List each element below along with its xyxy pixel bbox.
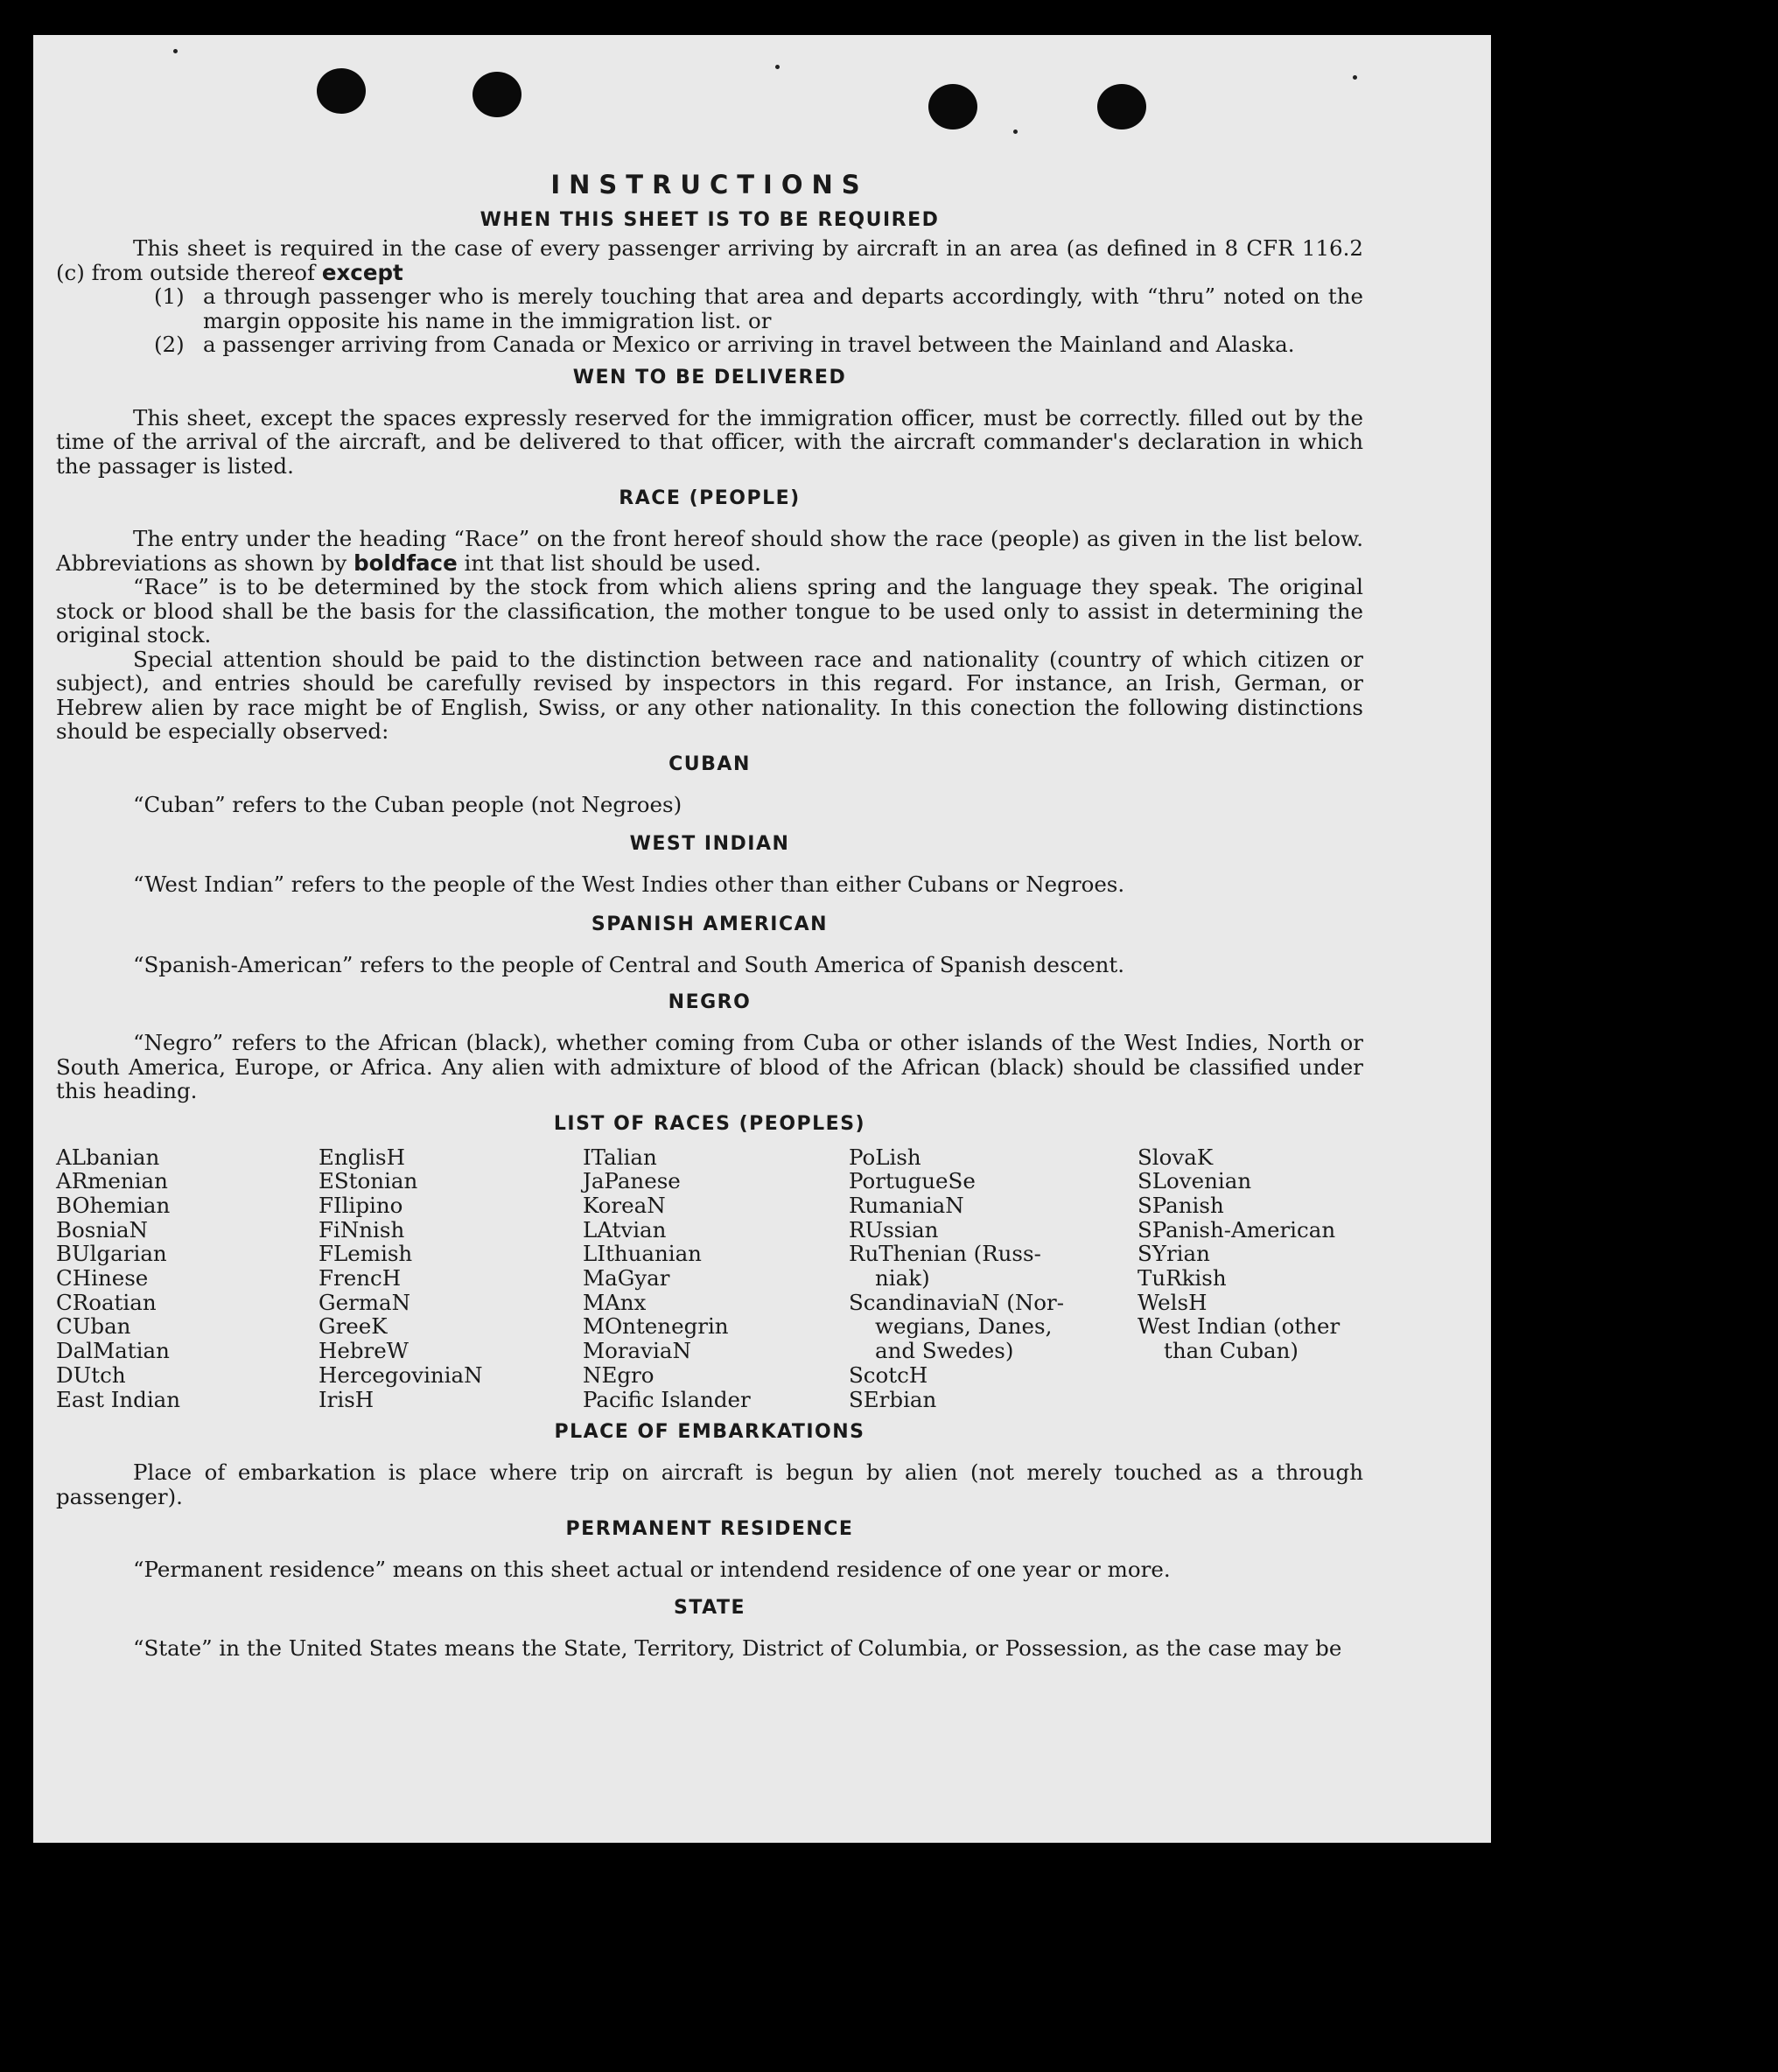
- paragraph: “Spanish-American” refers to the people of Central and South America of Spanish descent.: [133, 951, 1125, 977]
- race-entry: KoreaN: [583, 1192, 666, 1218]
- race-entry: DalMatian: [56, 1338, 170, 1364]
- section-heading: WHEN THIS SHEET IS TO BE REQUIRED: [480, 209, 940, 231]
- races-column: [56, 1145, 318, 1412]
- paragraph: “Race” is to be determined by the stock from which aliens spring and the language they speak. The original stock or blood shall be the basis for the classification, the mother tongue to be used only to assist in determining the original stock.: [56, 574, 1363, 648]
- race-entry: MAnx: [583, 1289, 647, 1315]
- race-entry: West Indian (other: [1138, 1313, 1340, 1340]
- race-entry: BUlgarian: [56, 1241, 167, 1267]
- race-entry: RumaniaN: [849, 1192, 964, 1218]
- race-entry: GreeK: [318, 1313, 388, 1340]
- section-heading: CUBAN: [668, 752, 751, 775]
- races-column: [1138, 1145, 1363, 1412]
- bold-text: boldface: [354, 550, 458, 576]
- race-entry: IrisH: [318, 1386, 374, 1412]
- section-heading: WEST INDIAN: [629, 833, 790, 855]
- paragraph: “State” in the United States means the State, Territory, District of Columbia, or Possession, as the case may be: [133, 1634, 1342, 1661]
- paragraph: This sheet, except the spaces expressly reserved for the immigration officer, must be correctly. filled out by the time of the arrival of the aircraft, and be delivered to that officer, with the aircraft commander's declaration in which the passager is listed.: [56, 404, 1363, 479]
- paragraph: “West Indian” refers to the people of the West Indies other than either Cubans or Negroes.: [133, 872, 1125, 897]
- race-entry: GermaN: [318, 1289, 411, 1315]
- race-entry: LAtvian: [583, 1216, 667, 1242]
- race-entry: HebreW: [318, 1338, 409, 1364]
- race-entry: MOntenegrin: [583, 1313, 729, 1340]
- paragraph: This sheet is required in the case of every passenger arriving by aircraft in an area (as defined in 8 CFR 116.2 (c) from outside thereof except: [56, 235, 1363, 285]
- race-entry: HercegoviniaN: [318, 1362, 483, 1388]
- race-entry: CUban: [56, 1313, 131, 1340]
- race-entry: ARmenian: [56, 1168, 168, 1194]
- race-entry: wegians, Danes,: [875, 1313, 1053, 1340]
- race-entry: DUtch: [56, 1362, 126, 1388]
- race-entry: SErbian: [849, 1386, 937, 1412]
- race-entry: EStonian: [318, 1168, 418, 1194]
- race-entry: and Swedes): [875, 1338, 1014, 1364]
- speck: [775, 65, 780, 69]
- race-entry: ITalian: [583, 1144, 657, 1170]
- race-entry: WelsH: [1138, 1289, 1208, 1315]
- paragraph: “Negro” refers to the African (black), whether coming from Cuba or other islands of the West Indies, North or South America, Europe, or Africa. Any alien with admixture of blood of the African (black) should be classified under this heading.: [56, 1030, 1363, 1103]
- section-heading: RACE (PEOPLE): [619, 487, 801, 509]
- list-item: (1) a through passenger who is merely touching that area and departs accordingly, with “thru” noted on the margin opposite his name in the immigration list. or: [154, 284, 1363, 333]
- race-entry: FiNnish: [318, 1216, 405, 1242]
- race-entry: NEgro: [583, 1362, 654, 1388]
- section-heading: LIST OF RACES (PEOPLES): [553, 1112, 866, 1135]
- instructions-body: [56, 164, 1363, 1665]
- section-heading: STATE: [674, 1596, 746, 1619]
- paragraph: “Cuban” refers to the Cuban people (not Negroes): [133, 791, 682, 817]
- race-entry: PortugueSe: [849, 1168, 976, 1194]
- races-column: [849, 1145, 1138, 1412]
- race-entry: MaGyar: [583, 1265, 670, 1292]
- race-entry: ScotcH: [849, 1362, 928, 1388]
- race-entry: BosniaN: [56, 1216, 148, 1242]
- races-table: [56, 1145, 1363, 1412]
- race-entry: Pacific Islander: [583, 1386, 751, 1412]
- race-entry: MoraviaN: [583, 1338, 691, 1364]
- race-entry: FIlipino: [318, 1192, 403, 1218]
- race-entry: PoLish: [849, 1144, 921, 1170]
- race-entry: TuRkish: [1138, 1265, 1227, 1292]
- race-entry: SPanish-American: [1138, 1216, 1336, 1242]
- race-entry: LIthuanian: [583, 1241, 702, 1267]
- race-entry: FLemish: [318, 1241, 413, 1267]
- punch-hole: [317, 68, 366, 114]
- section-heading: PERMANENT RESIDENCE: [565, 1518, 854, 1541]
- race-entry: CRoatian: [56, 1289, 157, 1315]
- race-entry: SlovaK: [1138, 1144, 1214, 1170]
- races-column: [318, 1145, 583, 1412]
- race-entry: CHinese: [56, 1265, 149, 1292]
- race-entry: than Cuban): [1164, 1338, 1298, 1364]
- race-entry: JaPanese: [583, 1168, 681, 1194]
- section-heading: NEGRO: [668, 991, 752, 1013]
- page-title: INSTRUCTIONS: [550, 170, 869, 200]
- race-entry: SPanish: [1138, 1192, 1224, 1218]
- document-page: [33, 35, 1491, 1843]
- speck: [1013, 130, 1018, 134]
- race-entry: ALbanian: [56, 1144, 160, 1170]
- race-entry: niak): [875, 1265, 930, 1292]
- paragraph: The entry under the heading “Race” on the front hereof should show the race (people) as given in the list below. Abbreviations as shown by boldface int that list should be used.: [56, 526, 1363, 576]
- bold-text: except: [321, 259, 403, 285]
- paragraph: Place of embarkation is place where trip on aircraft is begun by alien (not merely touched as a through passenger).: [56, 1460, 1363, 1509]
- race-entry: RUssian: [849, 1216, 939, 1242]
- races-column: [583, 1145, 849, 1412]
- punch-hole: [1097, 84, 1146, 130]
- speck: [173, 49, 178, 53]
- paragraph: “Permanent residence” means on this sheet actual or intendend residence of one year or more.: [133, 1557, 1171, 1583]
- paragraph: Special attention should be paid to the distinction between race and nationality (country of which citizen or subject), and entries should be carefully revised by inspectors in this regard. For instance, an Irish, German, or Hebrew alien by race might be of English, Swiss, or any other nationality. In this conection the following distinctions should be especially observed:: [56, 646, 1363, 744]
- section-heading: PLACE OF EMBARKATIONS: [554, 1421, 865, 1444]
- punch-hole: [928, 84, 977, 130]
- race-entry: BOhemian: [56, 1192, 171, 1218]
- race-entry: SYrian: [1138, 1241, 1210, 1267]
- punch-hole: [472, 72, 522, 117]
- race-entry: FrencH: [318, 1265, 402, 1292]
- list-item: (2) a passenger arriving from Canada or Mexico or arriving in travel between the Mainland and Alaska.: [154, 332, 1295, 357]
- race-entry: EnglisH: [318, 1144, 405, 1170]
- race-entry: SLovenian: [1138, 1168, 1252, 1194]
- race-entry: ScandinaviaN (Nor-: [849, 1289, 1065, 1315]
- section-heading: WEN TO BE DELIVERED: [572, 366, 847, 388]
- speck: [1353, 75, 1357, 80]
- section-heading: SPANISH AMERICAN: [591, 913, 829, 935]
- race-entry: East Indian: [56, 1386, 181, 1412]
- race-entry: RuThenian (Russ-: [849, 1241, 1041, 1267]
